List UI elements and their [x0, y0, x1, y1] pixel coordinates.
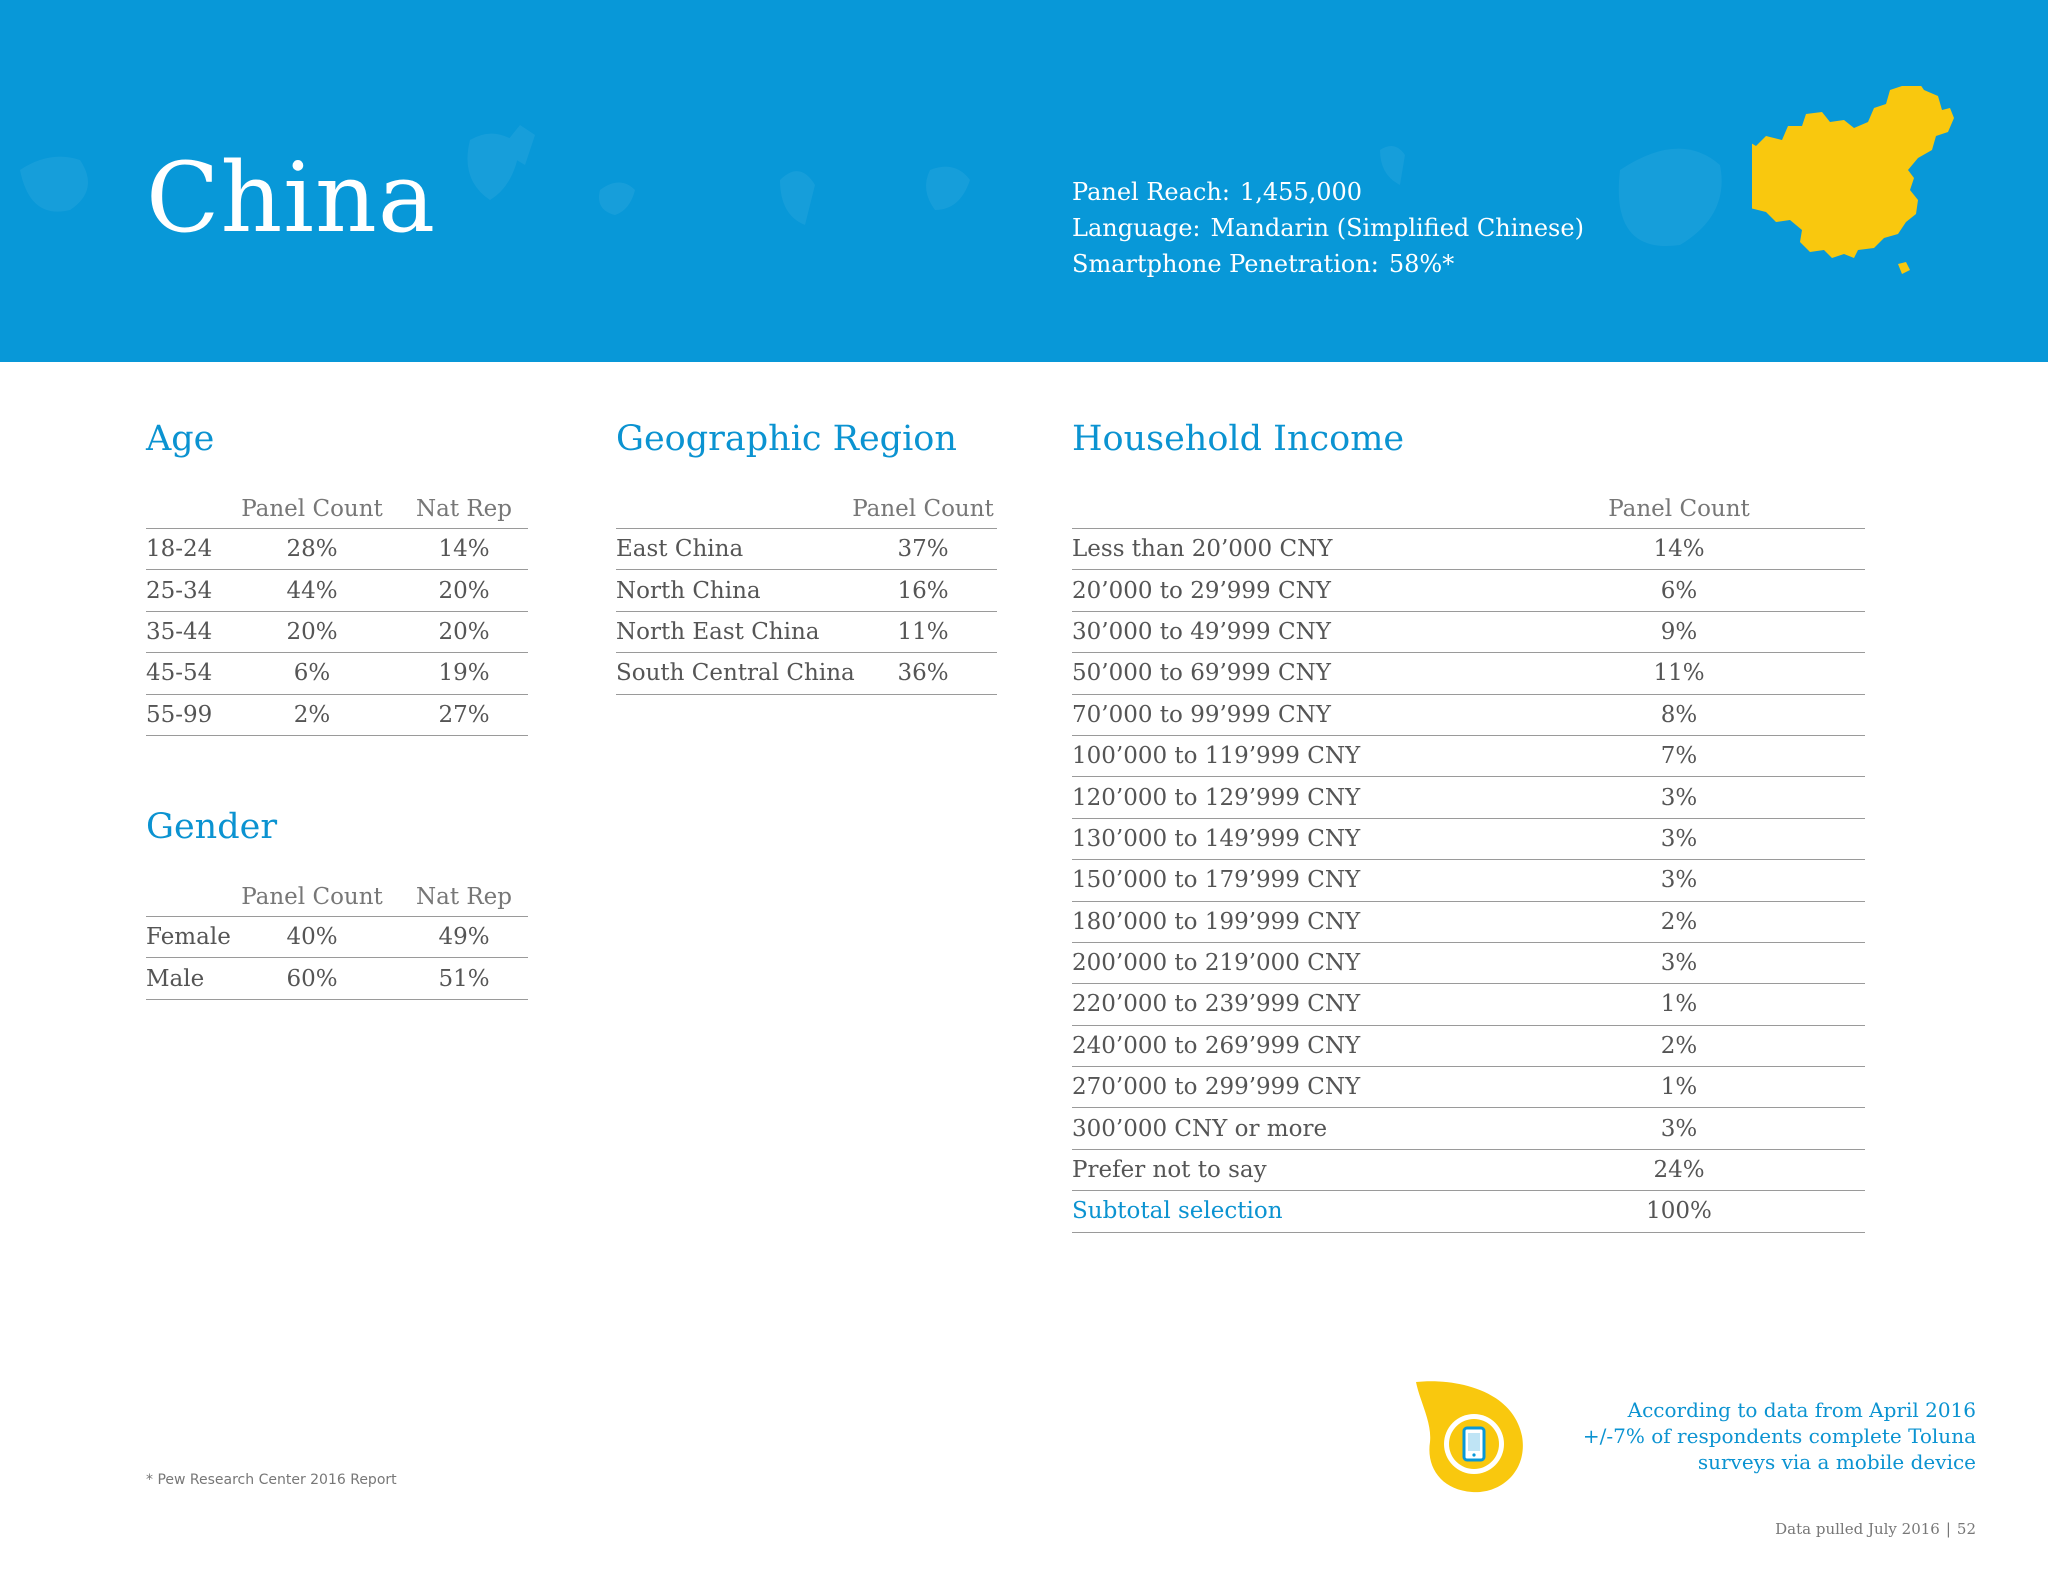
stat-smartphone-penetration: Smartphone Penetration: 58%* — [1072, 250, 1455, 278]
table-row: 100’000 to 119’999 CNY 7% — [1072, 736, 1865, 777]
column-header-panel-count: Panel Count — [241, 496, 383, 522]
table-row: 300’000 CNY or more 3% — [1072, 1108, 1865, 1149]
header-banner — [0, 0, 2048, 362]
column-header-panel-count: Panel Count — [1608, 496, 1750, 522]
table-row: 50’000 to 69’999 CNY 11% — [1072, 653, 1865, 694]
gender-section-title: Gender — [146, 807, 278, 847]
footnote: * Pew Research Center 2016 Report — [146, 1472, 397, 1488]
age-section-title: Age — [146, 419, 215, 459]
table-row: 45-54 6% 19% — [146, 653, 528, 694]
table-row: Less than 20’000 CNY 14% — [1072, 529, 1865, 570]
table-row: 130’000 to 149’999 CNY 3% — [1072, 819, 1865, 860]
table-row: North China 16% — [616, 570, 997, 611]
table-row: South Central China 36% — [616, 653, 997, 694]
table-row: 240’000 to 269’999 CNY 2% — [1072, 1026, 1865, 1067]
table-row: North East China 11% — [616, 612, 997, 653]
table-row: Female 40% 49% — [146, 917, 528, 958]
column-header-nat-rep: Nat Rep — [415, 496, 513, 522]
income-table-header — [1072, 488, 1865, 529]
table-row: Prefer not to say 24% — [1072, 1150, 1865, 1191]
column-header-nat-rep: Nat Rep — [415, 884, 513, 910]
region-table-header — [616, 488, 997, 529]
table-row: 35-44 20% 20% — [146, 612, 528, 653]
table-row: 180’000 to 199’999 CNY 2% — [1072, 902, 1865, 943]
table-row: 270’000 to 299’999 CNY 1% — [1072, 1067, 1865, 1108]
column-header-panel-count: Panel Count — [241, 884, 383, 910]
income-table — [1072, 488, 1865, 1233]
page-title: China — [146, 142, 437, 254]
table-row: 18-24 28% 14% — [146, 529, 528, 570]
table-row: 220’000 to 239’999 CNY 1% — [1072, 984, 1865, 1025]
region-table — [616, 488, 997, 695]
stat-language: Language: Mandarin (Simplified Chinese) — [1072, 214, 1584, 242]
table-row: 20’000 to 29’999 CNY 6% — [1072, 570, 1865, 611]
stat-panel-reach: Panel Reach: 1,455,000 — [1072, 178, 1363, 206]
region-section-title: Geographic Region — [616, 419, 957, 459]
gender-table — [146, 876, 528, 1000]
page-number: 52 — [1956, 1520, 1976, 1538]
mobile-survey-note: According to data from April 2016 +/-7% of respondents complete Toluna surveys via a mobile device — [1582, 1398, 1976, 1474]
page-footer: Data pulled July 2016 | 52 — [1775, 1520, 1976, 1538]
subtotal-row: Subtotal selection 100% — [1072, 1191, 1865, 1232]
gender-table-header — [146, 876, 528, 917]
age-table-header — [146, 488, 528, 529]
china-map-icon — [1752, 86, 1978, 276]
table-row: 200’000 to 219’000 CNY 3% — [1072, 943, 1865, 984]
data-pulled-date: Data pulled July 2016 — [1775, 1520, 1940, 1538]
age-table — [146, 488, 528, 736]
table-row: Male 60% 51% — [146, 958, 528, 999]
table-row: 70’000 to 99’999 CNY 8% — [1072, 695, 1865, 736]
income-section-title: Household Income — [1072, 419, 1405, 459]
table-row: 55-99 2% 27% — [146, 695, 528, 736]
table-row: 150’000 to 179’999 CNY 3% — [1072, 860, 1865, 901]
table-row: 25-34 44% 20% — [146, 570, 528, 611]
column-header-panel-count: Panel Count — [852, 496, 994, 522]
table-row: East China 37% — [616, 529, 997, 570]
country-stats — [1072, 174, 1584, 282]
table-row: 120’000 to 129’999 CNY 3% — [1072, 777, 1865, 818]
smartphone-badge-icon — [1412, 1378, 1528, 1496]
table-row: 30’000 to 49’999 CNY 9% — [1072, 612, 1865, 653]
